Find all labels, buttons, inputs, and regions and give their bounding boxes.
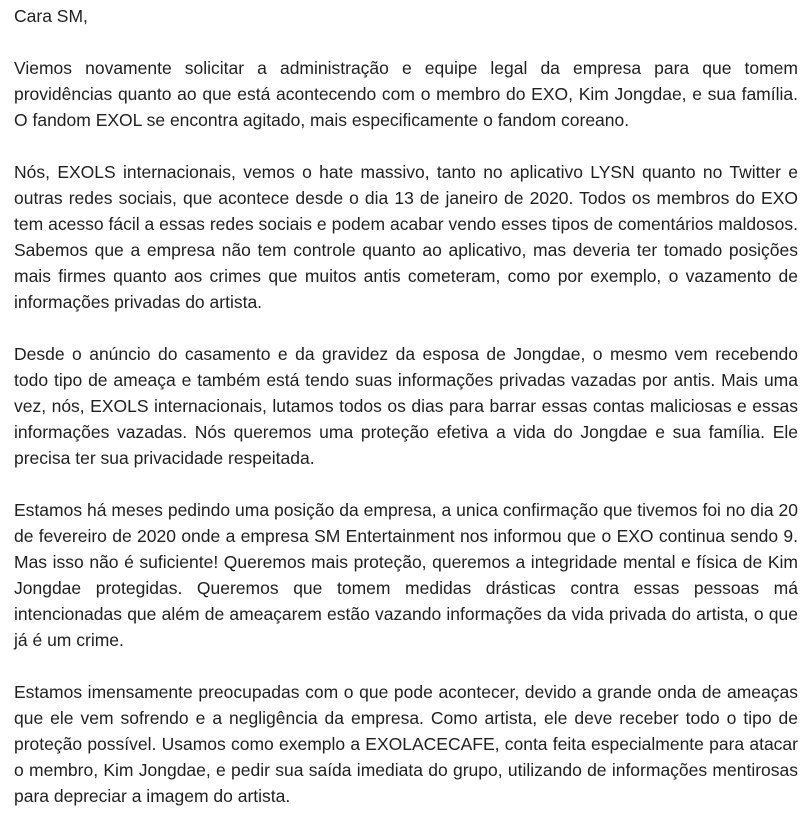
paragraph-request: Viemos novamente solicitar a administração e equipe legal da empresa para que tomem providências quanto ao que está acontecendo com o membro do EXO, Kim Jongdae, e sua família. O fandom EXOL se encontra agitado, mais especificamente o fandom coreano. [14,58,798,130]
paragraph-hate: Nós, EXOLS internacionais, vemos o hate massivo, tanto no aplicativo LYSN quanto no Twitter e outras redes sociais, que acontece desde o dia 13 de janeiro de 2020. Todos os membros do EXO tem acesso fácil a essas redes sociais e podem acabar vendo esses tipos de comentários maldosos. Sabemos que a empresa não tem controle quanto ao aplicativo, mas deveria ter tomado posições mais firmes quanto aos crimes que muitos antis cometeram, como por exemplo, o vazamento de informações privadas do artista. [14,162,798,312]
paragraph-spacer [14,29,798,55]
paragraph-spacer [14,133,798,159]
paragraph-spacer [14,653,798,679]
paragraph-concern: Estamos imensamente preocupadas com o que pode acontecer, devido a grande onda de ameaças que ele vem sofrendo e a negligência da empresa. Como artista, ele deve receber todo o tipo de proteção possível. Usamos como exemplo a EXOLACECAFE, conta feita especialmente para atacar o membro, Kim Jongdae, e pedir sua saída imediata do grupo, utilizando de informações mentirosas para depreciar a imagem do artista. [14,682,798,806]
letter-document [0,3,812,823]
paragraph-spacer [14,315,798,341]
paragraph-threats: Desde o anúncio do casamento e da gravidez da esposa de Jongdae, o mesmo vem recebendo todo tipo de ameaça e também está tendo suas informações privadas vazadas por antis. Mais uma vez, nós, EXOLS internacionais, lutamos todos os dias para barrar essas contas maliciosas e essas informações vazadas. Nós queremos uma proteção efetiva a vida do Jongdae e sua família. Ele precisa ter sua privacidade respeitada. [14,344,798,468]
letter-salutation: Cara SM, [14,6,88,26]
paragraph-position: Estamos há meses pedindo uma posição da empresa, a unica confirmação que tivemos foi no dia 20 de fevereiro de 2020 onde a empresa SM Entertainment nos informou que o EXO continua sendo 9. Mas isso não é suficiente! Queremos mais proteção, queremos a integridade mental e física de Kim Jongdae protegidas. Queremos que tomem medidas drásticas contra essas pessoas má intencionadas que além de ameaçarem estão vazando informações da vida privada do artista, o que já é um crime. [14,500,798,650]
paragraph-spacer [14,471,798,497]
